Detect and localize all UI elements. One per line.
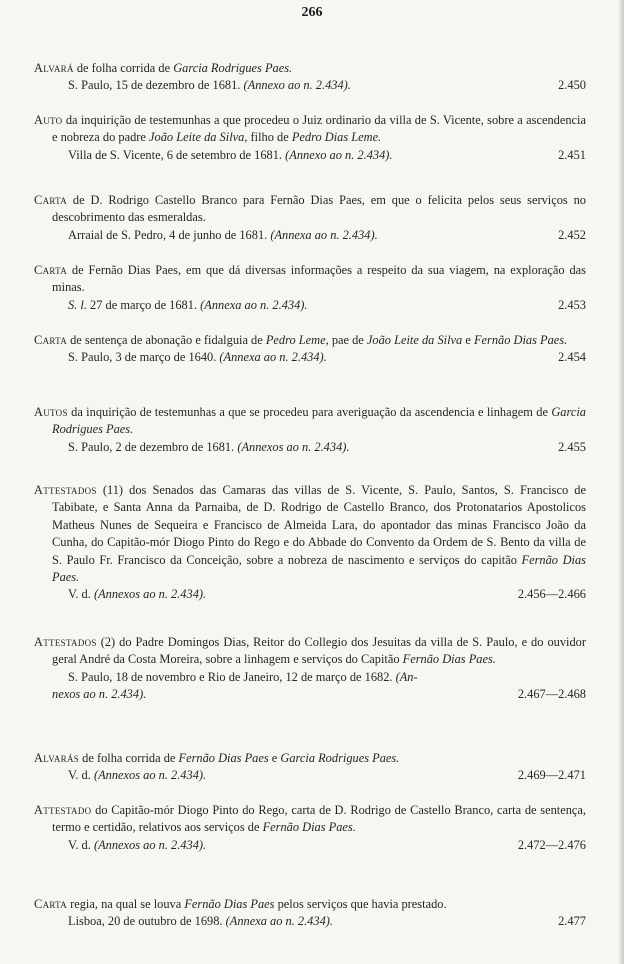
- entry-name: Garcia Rodrigues Paes.: [52, 405, 586, 437]
- entry-name: Garcia Rodrigues Paes.: [280, 751, 400, 765]
- document-number: 2.467—2.468: [517, 687, 586, 702]
- catalog-entry: [34, 404, 586, 456]
- catalog-entry: [34, 802, 586, 854]
- entry-name: Fernão Dias Paes.: [262, 820, 356, 835]
- entry-text: da inquirição de testemunhas a que procedeu o Juiz ordinario da villa de S. Vicente, sobre a ascendencia e nobreza do padre: [52, 113, 586, 145]
- place-date: V. d.: [68, 837, 94, 852]
- entry-text: de sentença de abonação e fidalguia de: [67, 333, 266, 347]
- entry-keyword: Carta: [34, 897, 68, 911]
- catalog-entry: [34, 332, 586, 367]
- entry-citation: [34, 77, 586, 94]
- entry-description: [34, 332, 586, 349]
- place-date: S. Paulo, 3 de março de 1640.: [68, 350, 220, 365]
- entry-keyword: Auto: [34, 113, 63, 127]
- catalog-entry: [34, 482, 586, 604]
- entry-text: (11) dos Senados das Camaras das villas de S. Vicente, S. Paulo, Santos, S. Francisco de Tabibate, e Santa Anna da Parnaiba, de D. Rodrigo de Castello Branco, dos Protonatarios Apostolicos Matheus Nunes de Sequeira e Francisco de Almeida Lara, do apontador das minas Francisco João da Cunha, do Capitão-mór Diogo Pinto do Rego e do Abbade do Convento da Ordem de S. Bento da villa de S. Paulo Fr. Francisco da Conceição, sobre a nobreza de nascimento e serviços do capitão: [52, 483, 586, 567]
- entry-keyword: Carta: [34, 193, 68, 207]
- annex-ref: (Annexos ao n. 2.434).: [93, 587, 207, 602]
- entry-text: e: [268, 751, 281, 765]
- entry-text: e: [462, 333, 474, 347]
- catalog-entry: [34, 262, 586, 314]
- document-number: 2.454: [558, 350, 586, 365]
- entry-name: Fernão Dias Paes.: [402, 652, 496, 667]
- entry-text: de D. Rodrigo Castello Branco para Fernão Dias Paes, em que o felicita pelos seus serviços no descobrimento das esmeraldas.: [52, 193, 586, 225]
- entry-description: [34, 896, 586, 913]
- entry-name: Fernão Dias Paes.: [52, 552, 586, 585]
- place-abbrev: S. l.: [68, 297, 87, 312]
- entry-text: pelos serviços que havia prestado.: [274, 897, 447, 911]
- entry-name: Pedro Leme,: [265, 333, 329, 347]
- entry-citation: [34, 586, 586, 603]
- entry-name: Fernão Dias Paes: [178, 751, 269, 765]
- entry-citation: [34, 913, 586, 930]
- entry-keyword: Attestados: [34, 483, 97, 497]
- entry-citation-continued: [34, 686, 586, 703]
- catalog-entry: [34, 896, 586, 931]
- entry-citation: [34, 439, 586, 456]
- catalog-entry: [34, 750, 586, 785]
- annex-ref: (Annexos ao n. 2.434).: [237, 439, 350, 454]
- entry-keyword: Attestados: [34, 635, 97, 649]
- entry-description: [34, 482, 586, 586]
- annex-ref: (Annexa ao n. 2.434).: [270, 227, 378, 242]
- document-number: 2.456—2.466: [517, 587, 586, 602]
- document-number: 2.469—2.471: [517, 768, 586, 783]
- entry-keyword: Carta: [34, 263, 68, 277]
- annex-ref: (An-: [395, 669, 418, 684]
- entry-description: [34, 262, 586, 297]
- entry-citation: [34, 669, 586, 686]
- entry-name: Pedro Dias Leme.: [291, 130, 382, 145]
- entry-description: [34, 750, 586, 767]
- entry-text: do Capitão-mór Diogo Pinto do Rego, carta de D. Rodrigo de Castello Branco, carta de sentença, termo e certidão, relativos aos serviços de: [52, 803, 586, 835]
- annex-ref: (Annexo ao n. 2.434).: [285, 147, 393, 162]
- entry-description: [34, 60, 586, 77]
- page-edge-shadow: [618, 0, 624, 964]
- annex-ref: (Annexos ao n. 2.434).: [93, 768, 207, 783]
- entry-citation: [34, 349, 586, 366]
- annex-ref: (Annexa ao n. 2.434).: [225, 914, 333, 929]
- document-number: 2.455: [558, 439, 586, 454]
- annex-ref: (Annexa ao n. 2.434).: [219, 350, 327, 365]
- entry-text: regia, na qual se louva: [67, 897, 185, 911]
- entry-keyword: Autos: [34, 405, 68, 419]
- entry-text: de folha corrida de: [79, 751, 179, 765]
- entry-citation: [34, 227, 586, 244]
- document-number: 2.451: [558, 147, 586, 162]
- entry-description: [34, 802, 586, 837]
- place-date: V. d.: [68, 768, 94, 783]
- document-number: 2.453: [558, 297, 586, 312]
- document-number: 2.477: [558, 914, 586, 929]
- place-date: S. Paulo, 2 de dezembro de 1681.: [68, 439, 238, 454]
- place-date: V. d.: [68, 587, 94, 602]
- document-number: 2.452: [558, 227, 586, 242]
- entry-citation: [34, 837, 586, 854]
- entry-description: [34, 634, 586, 669]
- page-number: 266: [301, 5, 323, 20]
- entry-keyword: Carta: [34, 333, 68, 347]
- entry-keyword: Attestado: [34, 803, 92, 817]
- catalog-entry: [34, 192, 586, 244]
- entry-name: João Leite da Silva,: [149, 130, 248, 145]
- catalog-entry: [34, 112, 586, 164]
- entry-keyword: Alvará: [34, 61, 74, 75]
- annex-ref: (Annexa ao n. 2.434).: [200, 297, 308, 312]
- annex-ref: (Annexos ao n. 2.434).: [93, 837, 207, 852]
- document-number: 2.472—2.476: [517, 837, 586, 852]
- entry-text: filho de: [247, 130, 292, 145]
- place-date: Lisboa, 20 de outubro de 1698.: [68, 914, 226, 929]
- place-date: S. Paulo, 18 de novembro e Rio de Janeiro, 12 de março de 1682.: [68, 669, 396, 684]
- entry-description: [34, 404, 586, 439]
- entry-description: [34, 192, 586, 227]
- entry-name: Garcia Rodrigues Paes.: [173, 61, 293, 75]
- place-date: S. Paulo, 15 de dezembro de 1681.: [68, 78, 244, 93]
- catalog-entry: [34, 60, 586, 95]
- place-date: Arraial de S. Pedro, 4 de junho de 1681.: [68, 227, 271, 242]
- entry-text: da inquirição de testemunhas a que se procedeu para averiguação da ascendencia e linhagem de: [67, 405, 552, 419]
- entry-text: de Fernão Dias Paes, em que dá diversas informações a respeito da sua viagem, na exploração das minas.: [52, 263, 586, 295]
- entry-citation: [34, 147, 586, 164]
- entry-keyword: Alvarás: [34, 751, 80, 765]
- entry-name: Fernão Dias Paes.: [473, 333, 568, 347]
- entry-citation: [34, 767, 586, 784]
- place-date: Villa de S. Vicente, 6 de setembro de 1681.: [68, 147, 286, 162]
- entry-name: Fernão Dias Paes: [184, 897, 275, 911]
- entry-description: [34, 112, 586, 147]
- entry-text: pae de: [328, 333, 367, 347]
- entry-name: João Leite da Silva: [366, 333, 463, 347]
- annex-ref: (Annexo ao n. 2.434).: [243, 78, 351, 93]
- entry-text: de folha corrida de: [73, 61, 174, 75]
- catalog-entry: [34, 634, 586, 704]
- annex-ref: nexos ao n. 2.434).: [52, 687, 147, 702]
- entry-citation: [34, 297, 586, 314]
- entry-text: (2) do Padre Domingos Dias, Reitor do Collegio dos Jesuitas da villa de S. Paulo, e do ouvidor geral André da Costa Moreira, sobre a linhagem e serviços do Capitão: [52, 635, 586, 667]
- document-number: 2.450: [558, 78, 586, 93]
- place-date: 27 de março de 1681.: [86, 297, 201, 312]
